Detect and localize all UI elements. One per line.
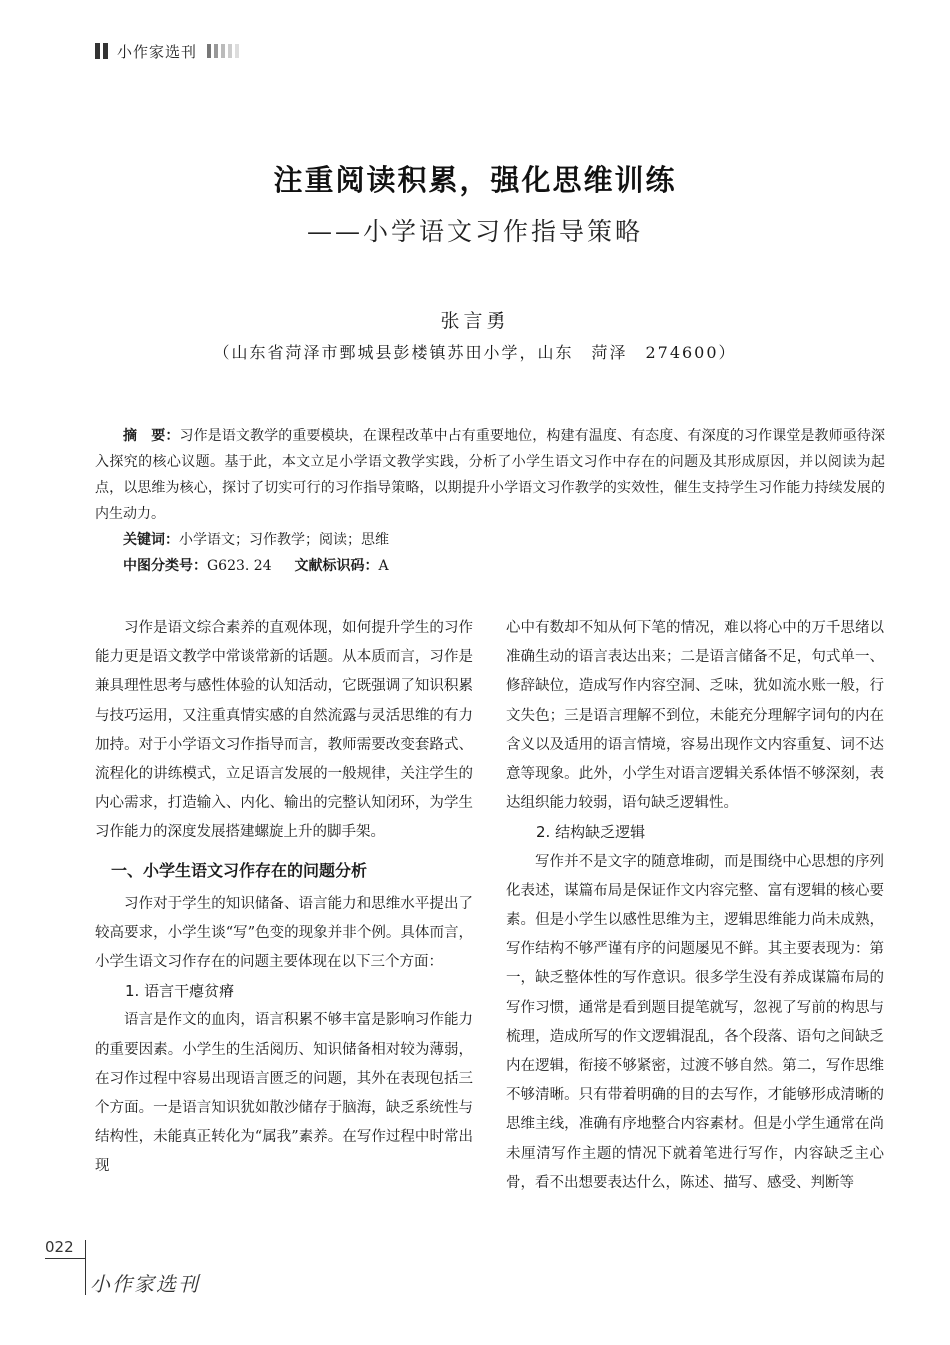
journal-name: 小作家选刊	[117, 42, 198, 61]
clc-number: G623. 24	[207, 558, 272, 574]
journal-logo: 小作家选刊	[90, 1272, 200, 1296]
header-bar-icon	[214, 44, 218, 58]
subsection-heading: 1. 语言干瘪贫瘠	[125, 982, 235, 1001]
paragraph: 写作并不是文字的随意堆砌，而是围绕中心思想的序列化表述，谋篇布局是保证作文内容完整、富有逻辑的核心要素。但是小学生以感性思维为主，逻辑思维能力尚未成熟，写作结构不够严谨有序的问题屡见不鲜。其主要表现为：第一，缺乏整体性的写作意识。很多学生没有养成谋篇布局的写作习惯，通常是看到题目提笔就写，忽视了写前的构思与梳理，造成所写的作文逻辑混乱，各个段落、语句之间缺乏内在逻辑，衔接不够紧密，过渡不够自然。第二，写作思维不够清晰。只有带着明确的目的去写作，才能够形成清晰的思维主线，准确有序地整合内容素材。但是小学生通常在尚未厘清写作主题的情况下就着笔进行写作，内容缺乏主心骨，看不出想要表达什么，陈述、描写、感受、判断等	[506, 853, 884, 1191]
classification-row	[123, 553, 885, 579]
abstract-text: 习作是语文教学的重要模块，在课程改革中占有重要地位，构建有温度、有态度、有深度的习作课堂是教师亟待深入探究的核心议题。基于此，本文立足小学语文教学实践，分析了小学生语文习作中存在的问题及其形成原因，并以阅读为起点，以思维为核心，探讨了切实可行的习作指导策略，以期提升小学语文习作教学的实效性，催生支持学生习作能力持续发展的内生动力。	[95, 428, 885, 522]
article-title: 注重阅读积累，强化思维训练	[273, 163, 677, 197]
doc-code: A	[378, 558, 389, 574]
section-heading: 一、小学生语文习作存在的问题分析	[111, 860, 368, 880]
footer-divider	[45, 1258, 85, 1259]
page-number: 022	[45, 1238, 74, 1256]
footer-divider	[85, 1240, 86, 1295]
paragraph: 心中有数却不知从何下笔的情况，难以将心中的万千思绪以准确生动的语言表达出来；二是语言储备不足，句式单一、修辞缺位，造成写作内容空洞、乏味，犹如流水账一般，行文失色；三是语言理解不到位，未能充分理解字词句的内在含义以及适用的语言情境，容易出现作文内容重复、词不达意等现象。此外，小学生对语言逻辑关系体悟不够深刻，表达组织能力较弱，语句缺乏逻辑性。	[506, 620, 884, 812]
body-column-left	[95, 614, 473, 1182]
header-bar-icon	[103, 43, 108, 59]
header-bar-icon	[207, 44, 211, 58]
header-bar-icon	[221, 44, 225, 58]
abstract-label: 摘 要：	[123, 428, 180, 444]
abstract-block	[95, 423, 885, 579]
subsection-heading: 2. 结构缺乏逻辑	[536, 823, 646, 842]
paragraph: 习作对于学生的知识储备、语言能力和思维水平提出了较高要求，小学生谈“写”色变的现象并非个例。具体而言，小学生语文习作存在的问题主要体现在以下三个方面：	[95, 895, 473, 971]
body-column-right	[506, 614, 884, 1198]
header-bar-icon	[228, 44, 232, 58]
keywords-label: 关键词：	[123, 532, 179, 548]
clc-label: 中图分类号：	[123, 558, 207, 574]
running-header	[95, 40, 242, 62]
author-affiliation: （山东省菏泽市鄄城县彭楼镇苏田小学，山东 菏泽 274600）	[213, 343, 737, 362]
abstract	[95, 423, 885, 527]
keywords: 小学语文；习作教学；阅读；思维	[179, 532, 389, 548]
paragraph: 习作是语文综合素养的直观体现，如何提升学生的习作能力更是语文教学中常谈常新的话题。从本质而言，习作是兼具理性思考与感性体验的认知活动，它既强调了知识积累与技巧运用，又注重真情实感的自然流露与灵活思维的有力加持。对于小学语文习作指导而言，教师需要改变套路式、流程化的讲练模式，立足语言发展的一般规律，关注学生的内心需求，打造输入、内化、输出的完整认知闭环，为学生习作能力的深度发展搭建螺旋上升的脚手架。	[95, 620, 473, 841]
header-bar-icon	[235, 44, 239, 58]
article-subtitle: ——小学语文习作指导策略	[306, 217, 643, 246]
paragraph: 语言是作文的血肉，语言积累不够丰富是影响习作能力的重要因素。小学生的生活阅历、知识储备相对较为薄弱，在习作过程中容易出现语言匮乏的问题，其外在表现包括三个方面。一是语言知识犹如散沙储存于脑海，缺乏系统性与结构性，未能真正转化为“属我”素养。在写作过程中时常出现	[95, 1012, 473, 1175]
header-bar-icon	[95, 43, 100, 59]
doc-code-label: 文献标识码：	[294, 558, 379, 574]
author-name: 张言勇	[440, 310, 510, 332]
keywords-row	[123, 527, 885, 553]
